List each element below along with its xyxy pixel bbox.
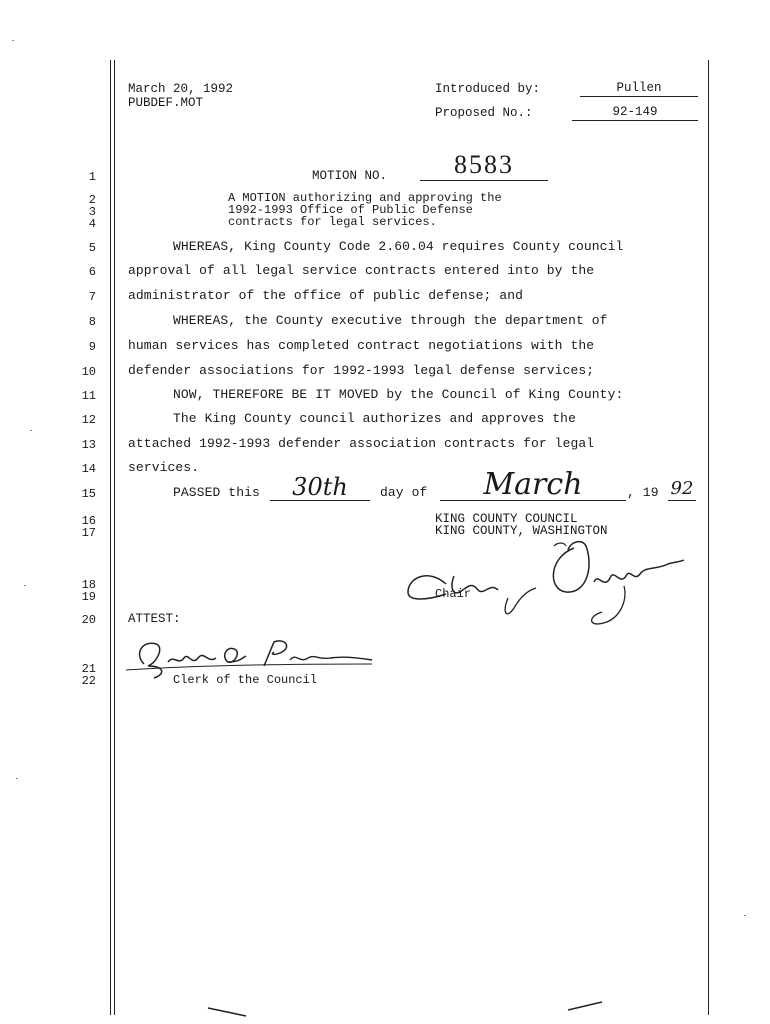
line-number: 2: [88, 193, 96, 207]
body-line: NOW, THEREFORE BE IT MOVED by the Council of King County:: [173, 387, 624, 402]
right-margin-rule: [708, 60, 709, 1015]
attest-label: ATTEST:: [128, 612, 181, 626]
scan-speck: [12, 40, 14, 41]
introduced-value: Pullen: [580, 81, 698, 97]
motion-label: MOTION NO.: [312, 169, 388, 183]
left-margin-rule-inner: [114, 60, 115, 1015]
line-number: 19: [81, 590, 96, 604]
council-line-1: KING COUNTY COUNCIL: [435, 512, 578, 526]
line-number: 14: [81, 462, 96, 476]
body-line: approval of all legal service contracts entered into by the: [128, 263, 595, 278]
line-number: 8: [88, 315, 96, 329]
title-line: 1992-1993 Office of Public Defense: [228, 203, 473, 217]
line-number: 15: [81, 487, 96, 501]
passed-day-of: day of: [380, 485, 428, 500]
line-number: 9: [88, 340, 96, 354]
line-number: 3: [88, 205, 96, 219]
scan-mark: [206, 1004, 252, 1018]
chair-signature: [398, 538, 688, 630]
body-line: services.: [128, 460, 200, 475]
body-line: human services has completed contract negotiations with the: [128, 338, 595, 353]
chair-label: Chair: [435, 587, 472, 601]
header-file: PUBDEF.MOT: [128, 96, 204, 110]
clerk-label: Clerk of the Council: [173, 673, 318, 687]
passed-month: March: [440, 470, 626, 501]
left-margin-rule: [110, 60, 111, 1015]
council-line-2: KING COUNTY, WASHINGTON: [435, 524, 608, 538]
scan-speck: [24, 585, 26, 586]
scan-mark: [566, 1000, 606, 1012]
line-number: 18: [81, 578, 96, 592]
scan-speck: [744, 915, 746, 916]
line-number: 11: [81, 389, 96, 403]
line-number: 13: [81, 438, 96, 452]
body-line: administrator of the office of public defense; and: [128, 288, 524, 303]
line-number: 22: [81, 674, 96, 688]
body-line: The King County council authorizes and approves the: [173, 411, 576, 426]
line-number: 4: [88, 217, 96, 231]
proposed-label: Proposed No.:: [435, 106, 533, 120]
line-number: 1: [88, 170, 96, 184]
title-line: A MOTION authorizing and approving the: [228, 191, 502, 205]
body-line: defender associations for 1992-1993 legal defense services;: [128, 363, 595, 378]
passed-prefix: PASSED this: [173, 485, 260, 500]
passed-day: 30th: [270, 474, 370, 501]
header-date: March 20, 1992: [128, 82, 234, 96]
title-line: contracts for legal services.: [228, 215, 437, 229]
line-number: 10: [81, 365, 96, 379]
body-line: attached 1992-1993 defender association contracts for legal: [128, 436, 595, 451]
line-number: 7: [88, 290, 96, 304]
line-number: 16: [81, 514, 96, 528]
body-line: WHEREAS, the County executive through the department of: [173, 313, 608, 328]
line-number: 12: [81, 413, 96, 427]
line-number: 6: [88, 265, 96, 279]
line-number: 5: [88, 241, 96, 255]
scan-speck: [16, 778, 18, 779]
passed-year-prefix: , 19: [627, 485, 659, 500]
motion-number: 8583: [420, 150, 548, 181]
introduced-label: Introduced by:: [435, 82, 541, 96]
line-number: 21: [81, 662, 96, 676]
passed-year: 92: [668, 478, 696, 501]
proposed-value: 92-149: [572, 105, 698, 121]
line-number: 17: [81, 526, 96, 540]
scan-speck: [30, 430, 32, 431]
body-line: WHEREAS, King County Code 2.60.04 requires County council: [173, 239, 624, 254]
line-number: 20: [81, 613, 96, 627]
